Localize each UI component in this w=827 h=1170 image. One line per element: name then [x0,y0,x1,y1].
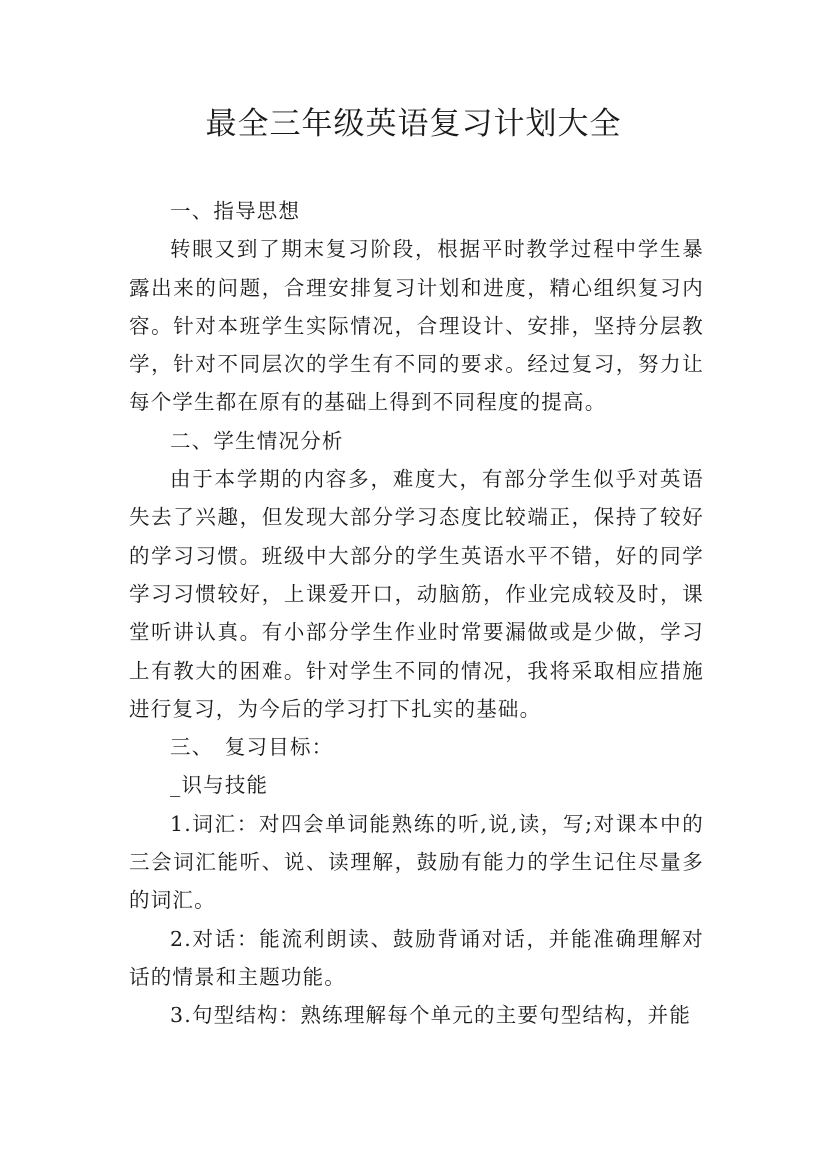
heading-student-analysis: 二、学生情况分析 [170,428,344,453]
subheading-knowledge-skills: _识与技能 [170,773,269,798]
paragraph-student-analysis: 由于本学期的内容多，难度大，有部分学生似乎对英语失去了兴趣，但发现大部分学习态度比较端正，保持了较好的学习习惯。班级中大部分的学生英语水平不错，好的同学学习习惯较好，上课爱开口，动脑筋，作业完成较及时，课堂听讲认真。有小部分学生作业时常要漏做或是少做，学习上有教大的困难。针对学生不同的情况，我将采取相应措施进行复习，为今后的学习打下扎实的基础。 [129,467,704,721]
heading-guiding-thought: 一、指导思想 [170,199,301,223]
document-title: 最全三年级英语复习计划大全 [205,106,622,142]
item-sentence-structure: 3.句型结构：熟练理解每个单元的主要句型结构，并能 [170,1003,692,1028]
item-vocabulary: 1.词汇：对四会单词能熟练的听,说,读，写;对课本中的三会词汇能听、说、读理解，鼓励有能力的学生记住尽量多的词汇。 [129,811,704,913]
item-dialogue: 2.对话：能流利朗读、鼓励背诵对话，并能准确理解对话的情景和主题功能。 [129,926,704,989]
paragraph-guiding-thought: 转眼又到了期末复习阶段，根据平时教学过程中学生暴露出来的问题，合理安排复习计划和进度，精心组织复习内容。针对本班学生实际情况，合理设计、安排，坚持分层教学，针对不同层次的学生有不同的要求。经过复习，努力让每个学生都在原有的基础上得到不同程度的提高。 [129,237,704,415]
document-body [129,192,704,1035]
heading-review-goals: 三、 复习目标： [170,735,334,760]
